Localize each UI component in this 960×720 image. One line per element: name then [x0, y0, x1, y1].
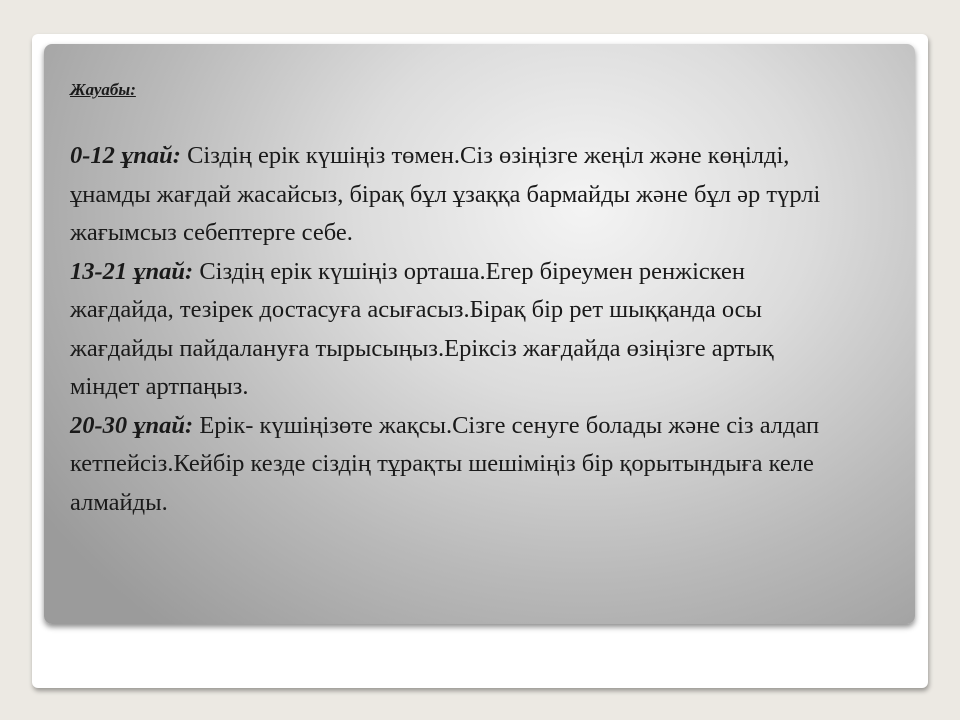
- score-text-20-30: Ерік- күшіңізөте жақсы.Сізге сенуге болады және сіз алдап кетпейсіз.Кейбір кезде сіздің тұрақты шешіміңіз бір қорытындыға келе алмайды.: [70, 411, 820, 516]
- answer-heading: Жауабы:: [70, 80, 136, 99]
- answer-body: [70, 137, 840, 522]
- score-text-13-21: Сіздің ерік күшіңіз орташа.Егер біреумен ренжіскен жағдайда, тезірек достасуға асығасыз.Бірақ бір рет шыққанда осы жағдайды пайдалануға тырысыңыз.Еріксіз жағдайда өзіңізге артық міндет артпаңыз.: [70, 257, 774, 400]
- score-text-0-12: Сіздің ерік күшіңіз төмен.Сіз өзіңізге жеңіл және көңілді, ұнамды жағдай жасайсыз, бірақ бұл ұзаққа бармайды және бұл әр түрлі жағымсыз себептерге себе.: [70, 142, 821, 246]
- score-section-0-12: [70, 137, 840, 253]
- score-section-20-30: [70, 407, 840, 523]
- score-section-13-21: [70, 253, 840, 407]
- score-label-0-12: 0-12 ұпай:: [70, 142, 181, 169]
- score-label-13-21: 13-21 ұпай:: [70, 257, 194, 285]
- score-label-20-30: 20-30 ұпай:: [70, 411, 194, 439]
